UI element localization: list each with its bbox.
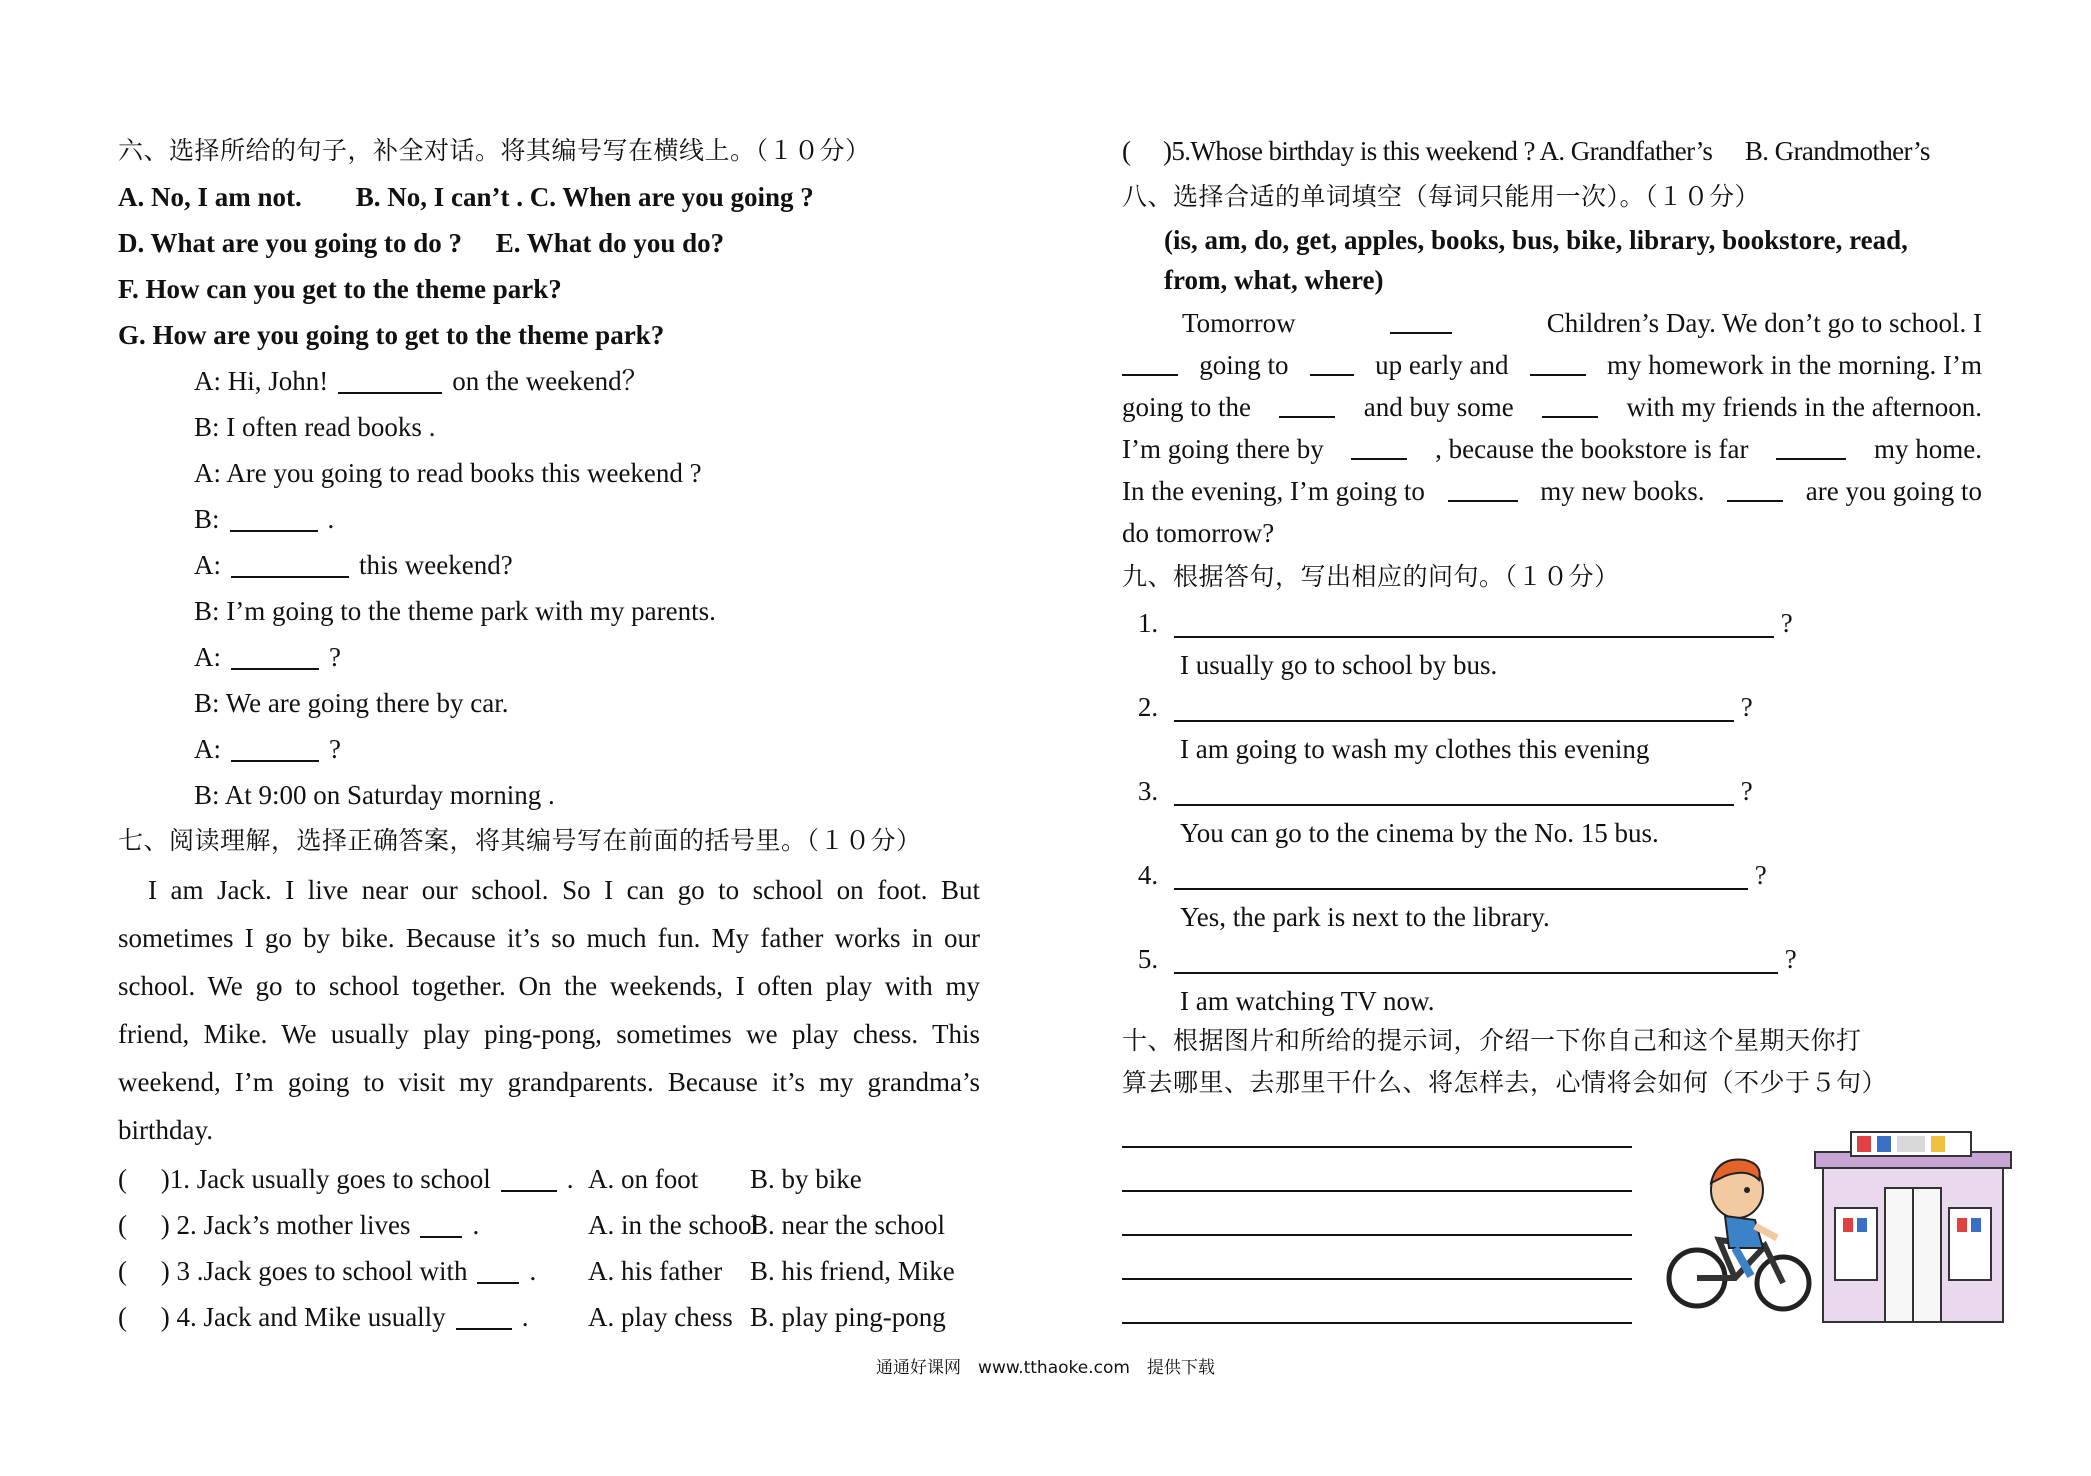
section6-option-line: A. No, I am not. B. No, I can’t . C. When are you going ? <box>118 182 814 212</box>
dialog-line <box>118 680 980 726</box>
footer-source: 通通好课网 www.tthaoke.com 提供下载 <box>876 1358 1215 1378</box>
dialog-answer-blank <box>231 730 319 762</box>
cloze-text: , because the bookstore is far <box>1435 434 1749 464</box>
dialog-answer-blank <box>338 362 442 394</box>
dialog-line <box>118 496 980 542</box>
item-number: 4. <box>1137 860 1159 890</box>
cloze-text: In the evening, I’m going to <box>1122 476 1425 506</box>
section7-passage: I am Jack. I live near our school. So I can go to school on foot. But sometimes I go by bike. Because it’s so much fun. My father works in our school. We go to school together. On the weekends, I often play with my friend, Mike. We usually play ping-pong, sometimes we play chess. This weekend, I’m going to visit my grandparents. Because it’s my grandma’s birthday. <box>118 875 980 1145</box>
section8-word-bank-2: from, what, where) <box>1164 265 1384 295</box>
item-number: 2. <box>1137 692 1159 722</box>
cloze-blank <box>1530 344 1586 376</box>
cloze-text: going to the <box>1122 392 1251 422</box>
question-stem: ) 3 .Jack goes to school with <box>160 1256 468 1286</box>
given-answer: I usually go to school by bus. <box>1180 650 1498 680</box>
cloze-text: my home. <box>1873 434 1982 464</box>
cloze-text: my new books. <box>1540 476 1705 506</box>
question-stem: )1. Jack usually goes to school <box>160 1164 491 1194</box>
section8-heading: 八、选择合适的单词填空（每词只能用一次）。（１０分） <box>1122 182 1761 211</box>
option-b: B. by bike <box>750 1164 862 1194</box>
essay-writing-line <box>1122 1236 1632 1280</box>
section7-questions <box>118 1156 980 1340</box>
dialog-text-after: this weekend? <box>359 550 513 580</box>
question-mark: ? <box>1734 776 1753 806</box>
question-period: . <box>472 1210 480 1240</box>
section9-heading: 九、根据答句，写出相应的问句。（１０分） <box>1122 562 1620 591</box>
dialog-line <box>118 634 980 680</box>
cloze-text: I’m going there by <box>1122 434 1324 464</box>
boy-bike-bookstore-illustration <box>1655 1128 2025 1328</box>
essay-writing-line <box>1122 1280 1632 1324</box>
dialog-line <box>118 358 980 404</box>
question-stem: ) 2. Jack’s mother lives <box>160 1210 411 1240</box>
option-b: B. near the school <box>750 1210 945 1240</box>
dialog-answer-blank <box>230 500 318 532</box>
cloze-text: Children’s Day. We don’t go to school. I <box>1546 308 1982 338</box>
question-writing-line <box>1174 942 1778 974</box>
question-period: . <box>521 1302 529 1332</box>
section8-cloze-text <box>1122 302 1982 554</box>
dialog-text: B: I’m going to the theme park with my parents. <box>194 596 716 626</box>
reading-question <box>118 1156 980 1202</box>
question-mark: ? <box>1748 860 1767 890</box>
cloze-blank <box>1310 344 1354 376</box>
dialog-answer-blank <box>231 638 319 670</box>
answer-paren: ( <box>118 1256 161 1286</box>
dialog-line <box>118 404 980 450</box>
section10-heading-2: 算去哪里、去那里干什么、将怎样去，心情将会如何（不少于５句） <box>1122 1068 1888 1097</box>
dialog-text: A: Are you going to read books this weekend ? <box>194 458 702 488</box>
question-blank <box>501 1160 557 1192</box>
cloze-text: are you going to <box>1805 476 1982 506</box>
section7-heading: 七、阅读理解，选择正确答案，将其编号写在前面的括号里。（１０分） <box>118 826 922 855</box>
question-writing-line <box>1174 606 1774 638</box>
essay-writing-line <box>1122 1104 1632 1148</box>
question-writing-line <box>1174 858 1748 890</box>
dialog-line <box>118 726 980 772</box>
section6-heading: 六、选择所给的句子，补全对话。将其编号写在横线上。（１０分） <box>118 136 871 165</box>
question-blank <box>456 1298 512 1330</box>
dialog-text: A: <box>194 734 221 764</box>
question-stem: ) 4. Jack and Mike usually <box>160 1302 446 1332</box>
answer-paren: ( <box>118 1210 161 1240</box>
section6-options <box>118 174 980 358</box>
question-mark: ? <box>1778 944 1797 974</box>
question-period: . <box>566 1164 574 1194</box>
dialog-text: B: I often read books . <box>194 412 436 442</box>
dialog-line <box>118 772 980 818</box>
dialog-text: B: <box>194 504 220 534</box>
reading-question <box>118 1248 980 1294</box>
dialog-line <box>118 588 980 634</box>
question-writing-row <box>1122 768 1982 810</box>
question-mark: ? <box>1774 608 1793 638</box>
question-writing-row <box>1122 684 1982 726</box>
cloze-text: Tomorrow <box>1182 308 1296 338</box>
cloze-text: going to <box>1199 350 1289 380</box>
cloze-line <box>1122 512 1982 554</box>
cloze-text: do tomorrow? <box>1122 518 1275 548</box>
given-answer: You can go to the cinema by the No. 15 bus. <box>1180 818 1659 848</box>
cloze-line <box>1122 386 1982 428</box>
dialog-text-after: ? <box>329 642 341 672</box>
dialog-answer-blank <box>231 546 349 578</box>
cloze-blank <box>1448 470 1518 502</box>
cloze-blank <box>1122 344 1178 376</box>
cloze-line <box>1122 344 1982 386</box>
option-a: A. in the school <box>588 1210 759 1240</box>
cloze-blank <box>1727 470 1783 502</box>
essay-writing-line <box>1122 1192 1632 1236</box>
option-a: A. his father <box>588 1256 723 1286</box>
question-blank <box>477 1252 519 1284</box>
dialog-text: A: Hi, John! <box>194 366 329 396</box>
cloze-text: my homework in the morning. I’m <box>1607 350 1982 380</box>
dialog-line <box>118 542 980 588</box>
cloze-blank <box>1776 428 1846 460</box>
dialog-line <box>118 450 980 496</box>
cloze-line <box>1122 302 1982 344</box>
dialog-text: A: <box>194 642 221 672</box>
section6-dialog <box>118 358 980 818</box>
item-number: 3. <box>1137 776 1159 806</box>
cloze-blank <box>1351 428 1407 460</box>
section6-option-line: G. How are you going to get to the theme park? <box>118 320 665 350</box>
dialog-text: B: At 9:00 on Saturday morning . <box>194 780 555 810</box>
dialog-text-after: on the weekend？ <box>452 366 649 396</box>
given-answer: I am watching TV now. <box>1180 986 1435 1016</box>
reading-question <box>118 1202 980 1248</box>
cloze-text: with my friends in the afternoon. <box>1626 392 1982 422</box>
question-writing-row <box>1122 600 1982 642</box>
item-number: 5. <box>1137 944 1159 974</box>
cloze-blank <box>1390 302 1452 334</box>
item-number: 1. <box>1137 608 1159 638</box>
answer-paren: ( <box>118 1164 161 1194</box>
section7-question-5: ( )5.Whose birthday is this weekend ? A. Grandfather’s B. Grandmother’s <box>1122 136 1930 166</box>
cloze-text: up early and <box>1375 350 1509 380</box>
dialog-text-after: ? <box>329 734 341 764</box>
option-a: A. play chess <box>588 1302 733 1332</box>
section9-items <box>1122 600 1982 1020</box>
cloze-blank <box>1542 386 1598 418</box>
section6-option-line: F. How can you get to the theme park? <box>118 274 562 304</box>
cloze-text: and buy some <box>1363 392 1514 422</box>
question-writing-line <box>1174 690 1734 722</box>
question-period: . <box>529 1256 537 1286</box>
question-blank <box>420 1206 462 1238</box>
reading-question <box>118 1294 980 1340</box>
question-mark: ? <box>1734 692 1753 722</box>
section10-heading-1: 十、根据图片和所给的提示词，介绍一下你自己和这个星期天你打 <box>1122 1026 1862 1055</box>
given-answer: I am going to wash my clothes this evening <box>1180 734 1650 764</box>
question-writing-row <box>1122 852 1982 894</box>
cloze-line <box>1122 470 1982 512</box>
given-answer: Yes, the park is next to the library. <box>1180 902 1550 932</box>
dialog-text: A: <box>194 550 221 580</box>
option-b: B. play ping-pong <box>750 1302 946 1332</box>
dialog-text-after: . <box>327 504 335 534</box>
left-column <box>118 128 980 1340</box>
section6-option-line: D. What are you going to do ? E. What do you do? <box>118 228 725 258</box>
dialog-text: B: We are going there by car. <box>194 688 509 718</box>
essay-writing-line <box>1122 1148 1632 1192</box>
cloze-blank <box>1279 386 1335 418</box>
section8-word-bank-1: (is, am, do, get, apples, books, bus, bike, library, bookstore, read, <box>1164 225 1908 255</box>
cloze-line <box>1122 428 1982 470</box>
question-writing-row <box>1122 936 1982 978</box>
option-b: B. his friend, Mike <box>750 1256 955 1286</box>
answer-paren: ( <box>118 1302 161 1332</box>
question-writing-line <box>1174 774 1734 806</box>
option-a: A. on foot <box>588 1164 699 1194</box>
